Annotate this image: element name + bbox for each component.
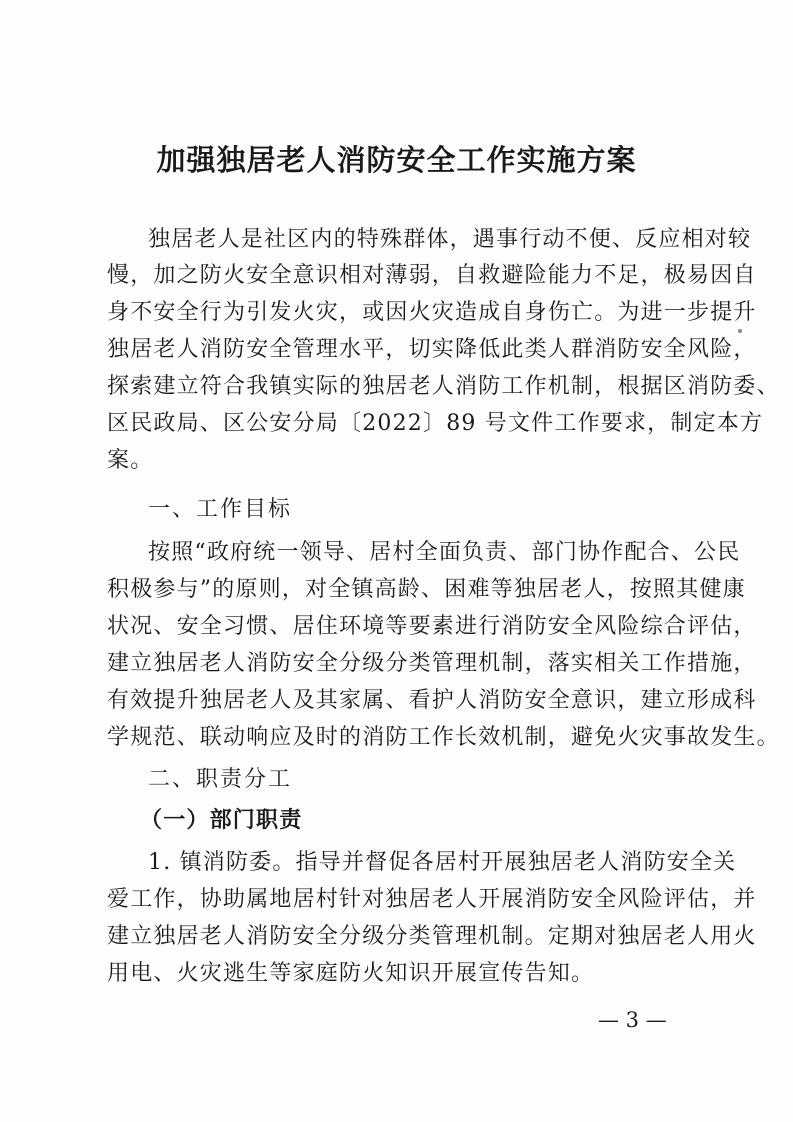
- body-line: 建立独居老人消防安全分级分类管理机制，落实相关工作措施，: [107, 651, 757, 676]
- body-line: 积极参与”的原则，对全镇高龄、困难等独居老人，按照其健康: [107, 577, 746, 602]
- body-line: 1. 镇消防委。指导并督促各居村开展独居老人消防安全关: [148, 850, 737, 875]
- body-line: 慢，加之防火安全意识相对薄弱，自救避险能力不足，极易因自: [107, 263, 757, 288]
- body-line: 按照“政府统一领导、居村全面负责、部门协作配合、公民: [148, 540, 741, 565]
- body-line: 独居老人消防安全管理水平，切实降低此类人群消防安全风险，: [107, 337, 757, 362]
- body-line: 独居老人是社区内的特殊群体，遇事行动不便、反应相对较: [148, 227, 752, 252]
- body-line: 有效提升独居老人及其家属、看护人消防安全意识，建立形成科: [107, 688, 757, 713]
- body-line: 探索建立符合我镇实际的独居老人消防工作机制，根据区消防委、: [107, 374, 780, 399]
- subsection-heading: （一）部门职责: [140, 807, 303, 833]
- body-line: 爱工作，协助属地居村针对独居老人开展消防安全风险评估，并: [107, 887, 757, 912]
- section-heading: 一、工作目标: [148, 497, 293, 522]
- document-title: 加强独居老人消防安全工作实施方案: [156, 143, 637, 177]
- body-line: 案。: [107, 448, 154, 473]
- body-line: 状况、安全习惯、居住环境等要素进行消防安全风险综合评估，: [107, 614, 757, 639]
- body-line: 建立独居老人消防安全分级分类管理机制。定期对独居老人用火: [107, 924, 757, 949]
- section-heading: 二、职责分工: [148, 767, 293, 792]
- body-line: 区民政局、区公安分局〔2022〕89 号文件工作要求，制定本方: [107, 411, 764, 436]
- page-number: — 3 —: [598, 1008, 667, 1032]
- body-line: 用电、火灾逃生等家庭防火知识开展宣传告知。: [107, 961, 595, 986]
- scan-speck: [738, 329, 742, 333]
- body-line: 学规范、联动响应及时的消防工作长效机制，避免火灾事故发生。: [107, 725, 780, 750]
- body-line: 身不安全行为引发火灾，或因火灾造成自身伤亡。为进一步提升: [107, 300, 757, 325]
